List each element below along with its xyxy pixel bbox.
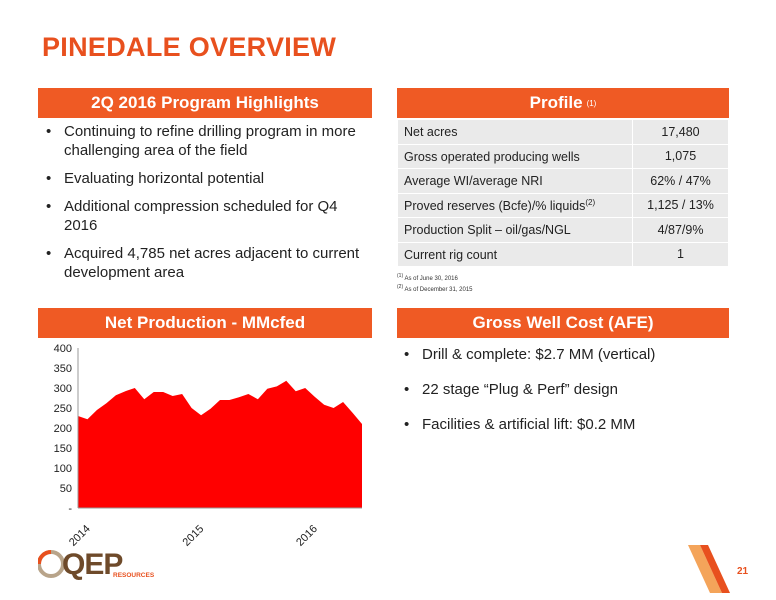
table-row [398, 218, 729, 243]
logo-text: QEP [62, 548, 123, 581]
chevron-decoration-icon [688, 545, 733, 593]
table-row [398, 169, 729, 194]
highlight-item: • Evaluating horizontal potential [42, 169, 362, 188]
production-heading: Net Production - MMcfed [104, 313, 306, 332]
table-row [398, 193, 729, 218]
profile-label: Gross operated producing wells [398, 144, 633, 169]
highlight-item: • Additional compression scheduled for Q4 2016 [42, 197, 362, 235]
net-production-chart [40, 340, 370, 550]
x-tick-label: 2015 [180, 522, 207, 549]
y-tick-label: 50 [59, 483, 72, 495]
footnote: $^{(1)}$ As of June 30, 2016 [397, 273, 458, 282]
slide-title: PINEDALE OVERVIEW [42, 32, 337, 62]
profile-label: Net acres [398, 120, 633, 145]
y-tick-label: 350 [53, 363, 72, 375]
profile-heading-band [397, 88, 729, 118]
profile-heading-note: (1) [586, 98, 597, 108]
highlight-item: • Continuing to refine drilling program in more challenging area of the field [42, 122, 362, 160]
production-heading-band [38, 308, 372, 338]
y-tick-label: 100 [53, 463, 72, 475]
page-number: 21 [737, 566, 749, 577]
profile-label: Proved reserves (Bcfe)/% liquids$^{(2)}$ [398, 193, 633, 218]
profile-footnotes [397, 272, 473, 294]
cost-item: • Drill & complete: $2.7 MM (vertical) [400, 345, 730, 364]
y-tick-label: 400 [53, 343, 72, 355]
table-row [398, 242, 729, 267]
highlight-item: • Acquired 4,785 net acres adjacent to current development area [42, 244, 362, 282]
profile-value: 17,480 [633, 120, 729, 145]
y-tick-label: 200 [53, 423, 72, 435]
cost-heading-band [397, 308, 729, 338]
profile-label: Production Split – oil/gas/NGL [398, 218, 633, 243]
profile-value: 62% / 47% [633, 169, 729, 194]
highlights-heading-band [38, 88, 372, 118]
profile-value: 1,125 / 13% [633, 193, 729, 218]
table-row [398, 120, 729, 145]
production-area [78, 381, 362, 508]
logo-subtext: RESOURCES [113, 572, 155, 579]
y-tick-label: - [68, 503, 72, 515]
profile-label: Current rig count [398, 242, 633, 267]
profile-value: 4/87/9% [633, 218, 729, 243]
cost-list [400, 345, 730, 450]
highlights-list [42, 122, 362, 291]
profile-value: 1 [633, 242, 729, 267]
y-tick-label: 300 [53, 383, 72, 395]
cost-item: • 22 stage “Plug & Perf” design [400, 380, 730, 399]
x-tick-label: 2014 [66, 522, 93, 549]
profile-label: Average WI/average NRI [398, 169, 633, 194]
profile-heading: Profile [529, 93, 583, 112]
footnote: $^{(2)}$ As of December 31, 2015 [397, 284, 473, 293]
cost-heading: Gross Well Cost (AFE) [472, 313, 654, 332]
y-tick-label: 150 [53, 443, 72, 455]
profile-value: 1,075 [633, 144, 729, 169]
highlights-heading: 2Q 2016 Program Highlights [91, 93, 319, 112]
x-tick-label: 2016 [294, 522, 320, 549]
profile-table [397, 119, 729, 267]
y-tick-label: 250 [53, 403, 72, 415]
cost-item: • Facilities & artificial lift: $0.2 MM [400, 415, 730, 434]
table-row [398, 144, 729, 169]
